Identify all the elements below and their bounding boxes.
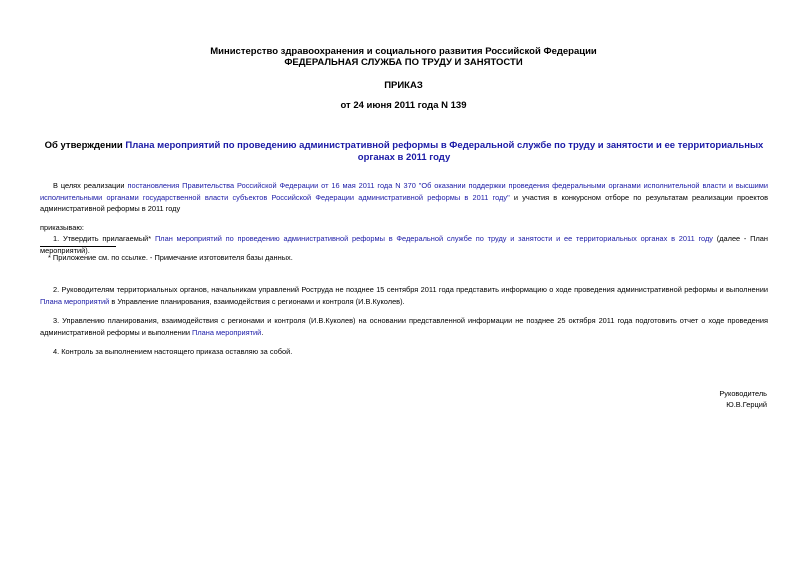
item-3	[40, 315, 768, 338]
item2-plan-link[interactable]: Плана мероприятий	[40, 296, 110, 306]
item1-prefix: 1. Утвердить прилагаемый*	[53, 234, 155, 243]
item2-suffix: в Управление планирования, взаимодействия с регионами и контроля (И.В.Куколев).	[109, 296, 405, 306]
document-header	[0, 46, 807, 68]
title-prefix: Об утверждении	[44, 140, 126, 151]
footnote: * Приложение см. по ссылке. - Примечание изготовителя базы данных.	[48, 253, 293, 262]
item1-suffix: (далее - План мероприятий).	[40, 234, 768, 255]
signature-name: Ю.В.Герций	[726, 400, 767, 409]
doc-title	[40, 140, 768, 163]
item-4: 4. Контроль за выполнением настоящего приказа оставляю за собой.	[53, 347, 293, 356]
preamble-prefix: В целях реализации	[53, 181, 128, 190]
doc-type: ПРИКАЗ	[384, 80, 423, 91]
item3-plan-link[interactable]: Плана мероприятий	[192, 327, 262, 337]
order-word: приказываю:	[40, 223, 84, 232]
doc-date: от 24 июня 2011 года N 139	[340, 100, 467, 111]
footnote-divider	[40, 246, 116, 247]
item-2	[40, 284, 768, 307]
service-name: ФЕДЕРАЛЬНАЯ СЛУЖБА ПО ТРУДУ И ЗАНЯТОСТИ	[284, 57, 523, 68]
signature-position: Руководитель	[719, 389, 767, 398]
preamble-suffix: и участия в конкурсном отборе по результатам реализации проектов административной реформы в 2011 году	[40, 192, 768, 213]
item3-suffix: .	[261, 327, 264, 337]
preamble-decree-link[interactable]: постановления Правительства Российской Федерации от 16 мая 2011 года N 370 "Об оказании поддержки проведения федеральными органами исполнительной власти и высшими исполнительными органами государственной власти субъектов Российской Федерации административной реформы в 2011 году"	[40, 181, 769, 202]
title-plan-link[interactable]: Плана мероприятий по проведению административной реформы в Федеральной службе по труду и занятости и ее территориальных органах в 2011 году	[125, 140, 764, 163]
preamble-paragraph	[40, 180, 768, 215]
ministry-name: Министерство здравоохранения и социального развития Российской Федерации	[210, 46, 597, 57]
item2-prefix: 2. Руководителям территориальных органов, начальникам управлений Роструда не позднее 15 сентября 2011 года представить информацию о ходе проведения административной реформы и выполнении	[53, 285, 768, 294]
item1-plan-link[interactable]: План мероприятий по проведению административной реформы в Федеральной службе по труду и занятости и ее территориальных органах в 2011 году	[154, 234, 713, 243]
item3-prefix: 3. Управлению планирования, взаимодействия с регионами и контроля (И.В.Куколев) на основании представленной информации не позднее 25 октября 2011 года подготовить отчет о ходе проведения административной реформы и выполнении	[40, 316, 768, 337]
